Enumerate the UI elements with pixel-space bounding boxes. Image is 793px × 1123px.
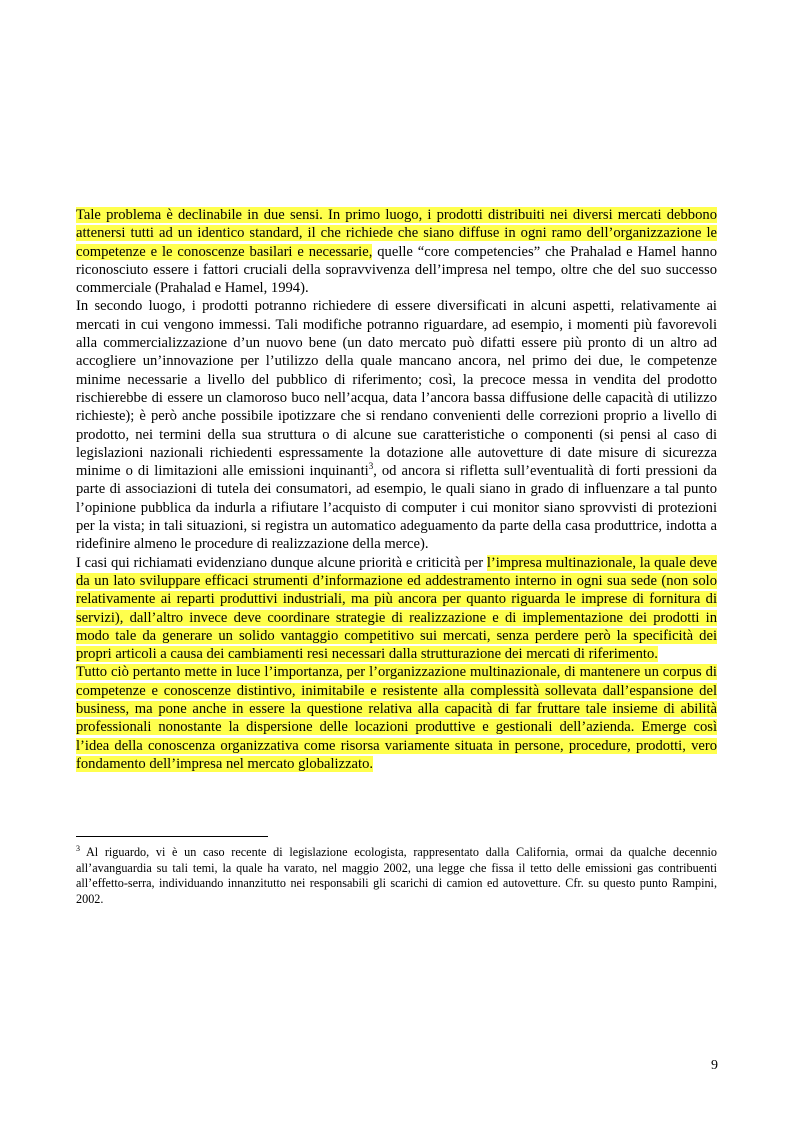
footnote — [76, 845, 717, 907]
paragraph-4 — [76, 663, 717, 773]
plain-text: quelle “core competencies” che Prahalad e Hamel hanno riconosciuto essere i fattori cruciali della sopravvivenza dell’impresa nel tempo, oltre che del suo successo commerciale (Prahalad e Hamel, 1994). — [76, 243, 718, 297]
highlighted-text: Tale problema è declinabile in due sensi. In primo luogo, i prodotti distribuiti nei diversi mercati debbono attenersi tutti ad un identico standard, il che richiede che siano diffuse in ogni ramo dell’organizzazione le competenze e le conoscenze basilari e necessarie, — [76, 207, 717, 260]
footnote-number: 3 — [76, 843, 80, 853]
plain-text: I casi qui richiamati evidenziano dunque alcune priorità e criticità per — [76, 554, 487, 571]
paragraph-2 — [76, 297, 717, 553]
paragraph-3 — [76, 554, 717, 664]
plain-text: , od ancora si rifletta sull’eventualità di forti pressioni da parte di associazioni di tutela dei consumatori, ad esempio, le quali siano in grado di influenzare a tal punto l’opinione pubblica da indurla a rifiutare l’acquisto di computer i cui monitor siano sprovvisti di protezioni per la vista; in tali situazioni, si registra un automatico adeguamento da parte della casa produttrice, indotta a ridefinire almeno le procedure di realizzazione della merce). — [76, 463, 717, 553]
page-number: 9 — [711, 1058, 718, 1073]
body-text — [76, 206, 717, 773]
paragraph-1 — [76, 206, 717, 297]
footnote-reference[interactable]: 3 — [368, 461, 374, 472]
footnote-text: Al riguardo, vi è un caso recente di legislazione ecologista, rappresentato dalla California, ormai da qualche decennio all’avanguardia su tali temi, la quale ha varato, nel maggio 2002, una legge che fissa il tetto delle emissioni gas contribuenti all’effetto-serra, individuando innanzitutto nei responsabili gli scarichi di camion ed autovetture. Cfr. su questo punto Rampini, 2002. — [76, 845, 717, 906]
highlighted-text: l’impresa multinazionale, la quale deve da un lato sviluppare efficaci strumenti d’informazione ed addestramento interno in ogni sua sede (non solo relativamente ai reparti produttivi industriali, ma più ancora per quanto riguarda le imprese di fornitura di servizi), dall’altro invece deve coordinare strategie di realizzazione e di implementazione dei prodotti in modo tale da generare un solido vantaggio competitivo sui mercati, senza perdere però la specificità dei propri articoli a causa dei cambiamenti resi necessari dalla strutturazione dei mercati di riferimento. — [76, 554, 717, 663]
footnote-divider — [76, 836, 268, 837]
plain-text: In secondo luogo, i prodotti potranno richiedere di essere diversificati in alcuni aspetti, relativamente ai mercati in cui vengono immessi. Tali modifiche potranno riguardare, ad esempio, i momenti più favorevoli alla commercializzazione d’un nuovo bene (un dato mercato può difatti essere più pronto di un altro ad accogliere un’innovazione per l’utilizzo della quale mancano ancora, nel primo dei due, le competenze minime necessarie a livello del pubblico di riferimento; così, la precoce messa in vendita del prodotto rischierebbe di essere un clamoroso buco nell’acqua, data l’ancora bassa diffusione delle capacità di utilizzo richieste); è però anche possibile ipotizzare che si rendano convenienti delle correzioni proprio a livello di prodotto, nei termini della sua struttura o di alcune sue caratteristiche o componenti (si pensi al caso di legislazioni nazionali richiedenti espressamente la dotazione alle autovetture di date misure di sicurezza minime o di limitazioni alle emissioni inquinanti — [76, 298, 717, 480]
highlighted-text: Tutto ciò pertanto mette in luce l’importanza, per l’organizzazione multinazionale, di mantenere un corpus di competenze e conoscenze distintivo, inimitabile e resistente alla complessità sollevata dall’espansione del business, ma pone anche in essere la questione relativa alla capacità di far fruttare tale insieme di abilità professionali nonostante la dispersione delle locazioni produttive e gestionali dell’azienda. Emerge così l’idea della conoscenza organizzativa come risorsa variamente situata in persone, procedure, prodotti, vero fondamento dell’impresa nel mercato globalizzato. — [76, 664, 717, 772]
